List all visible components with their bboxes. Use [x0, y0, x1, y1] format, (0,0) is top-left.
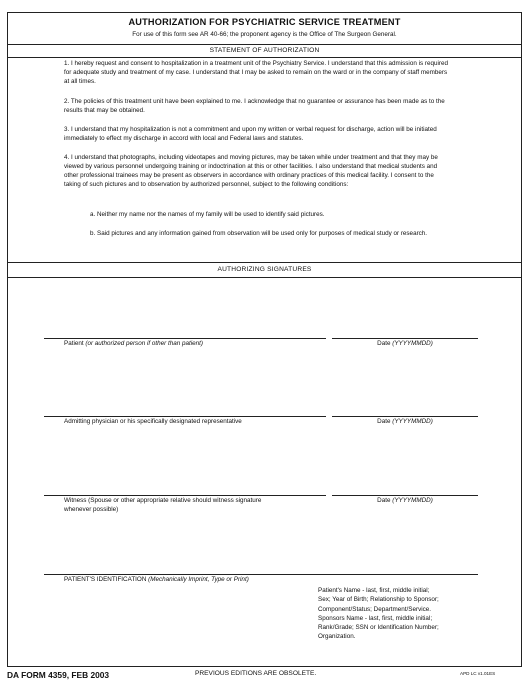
editions-note: PREVIOUS EDITIONS ARE OBSOLETE.	[195, 670, 317, 677]
patient-date-line[interactable]	[332, 338, 478, 339]
witness-signature-line[interactable]	[44, 495, 326, 496]
authorization-form	[7, 12, 522, 667]
witness-signature-label: Witness (Spouse or other appropriate relative should witness signature whenever possible)	[64, 497, 262, 513]
condition-a: a. Neither my name nor the names of my family will be used to identify said pictures.	[90, 211, 325, 218]
form-subtitle: For use of this form see AR 40-66; the proponent agency is the Office of The Surgeon General.	[132, 31, 397, 38]
identification-field: Component/Status; Department/Service.	[318, 605, 432, 613]
statement-paragraph-1: 1. I hereby request and consent to hospitalization in a treatment unit of the Psychiatry Service. I understand that this admission is required for adequate study and treatment of my case. I understand that I may be asked to remain on the ward or in the company of staff members at all times.	[64, 60, 448, 85]
divider	[8, 44, 521, 45]
statement-heading: STATEMENT OF AUTHORIZATION	[209, 47, 320, 54]
form-number: DA FORM 4359, FEB 2003	[7, 670, 110, 680]
divider	[8, 277, 521, 278]
patient-signature-label: Patient (or authorized person if other than patient)	[64, 340, 203, 347]
identification-divider	[44, 574, 478, 575]
witness-date-line[interactable]	[332, 495, 478, 496]
identification-field: Organization.	[318, 633, 356, 641]
patient-date-label: Date (YYYYMMDD)	[377, 340, 433, 347]
identification-fields	[318, 586, 488, 642]
statement-paragraph-4: 4. I understand that photographs, including videotapes and moving pictures, may be taken while under treatment and that they may be viewed by various personnel undergoing training or indoctrination at this or other facilities. I also understand that medical students and other professional trainees may be present as observers in accordance with ordinary practices of this medical facility. I consent to the taking of such pictures and to observation by authorized personnel, subject to the following conditions:	[64, 154, 438, 188]
identification-field: Sponsors Name - last, first, middle initial;	[318, 614, 433, 622]
signatures-heading: AUTHORIZING SIGNATURES	[217, 266, 312, 273]
condition-b: b. Said pictures and any information gained from observation will be used only for purposes of medical study or research.	[90, 230, 428, 237]
witness-date-label: Date (YYYYMMDD)	[377, 497, 433, 504]
physician-date-line[interactable]	[332, 416, 478, 417]
identification-field: Sex; Year of Birth; Relationship to Sponsor;	[318, 596, 439, 604]
identification-field: Rank/Grade; SSN or Identification Number;	[318, 624, 439, 632]
patient-identification-label: PATIENT'S IDENTIFICATION (Mechanically Imprint, Type or Print)	[64, 576, 249, 583]
form-title: AUTHORIZATION FOR PSYCHIATRIC SERVICE TREATMENT	[128, 17, 401, 27]
physician-date-label: Date (YYYYMMDD)	[377, 418, 433, 425]
statement-paragraph-3: 3. I understand that my hospitalization is not a commitment and upon my written or verbal request for discharge, action will be initiated immediately to effect my discharge in accord with local and Federal laws and statutes.	[64, 126, 437, 142]
divider	[8, 57, 521, 58]
form-version: APD LC v1.01ES	[460, 671, 496, 676]
statement-paragraph-2: 2. The policies of this treatment unit have been explained to me. I acknowledge that no guarantee or assurance has been made as to the results that may be obtained.	[64, 98, 445, 114]
physician-signature-label: Admitting physician or his specifically designated representative	[64, 418, 242, 425]
patient-signature-line[interactable]	[44, 338, 326, 339]
identification-field: Patient's Name - last, first, middle initial;	[318, 587, 430, 594]
physician-signature-line[interactable]	[44, 416, 326, 417]
divider	[8, 262, 521, 263]
